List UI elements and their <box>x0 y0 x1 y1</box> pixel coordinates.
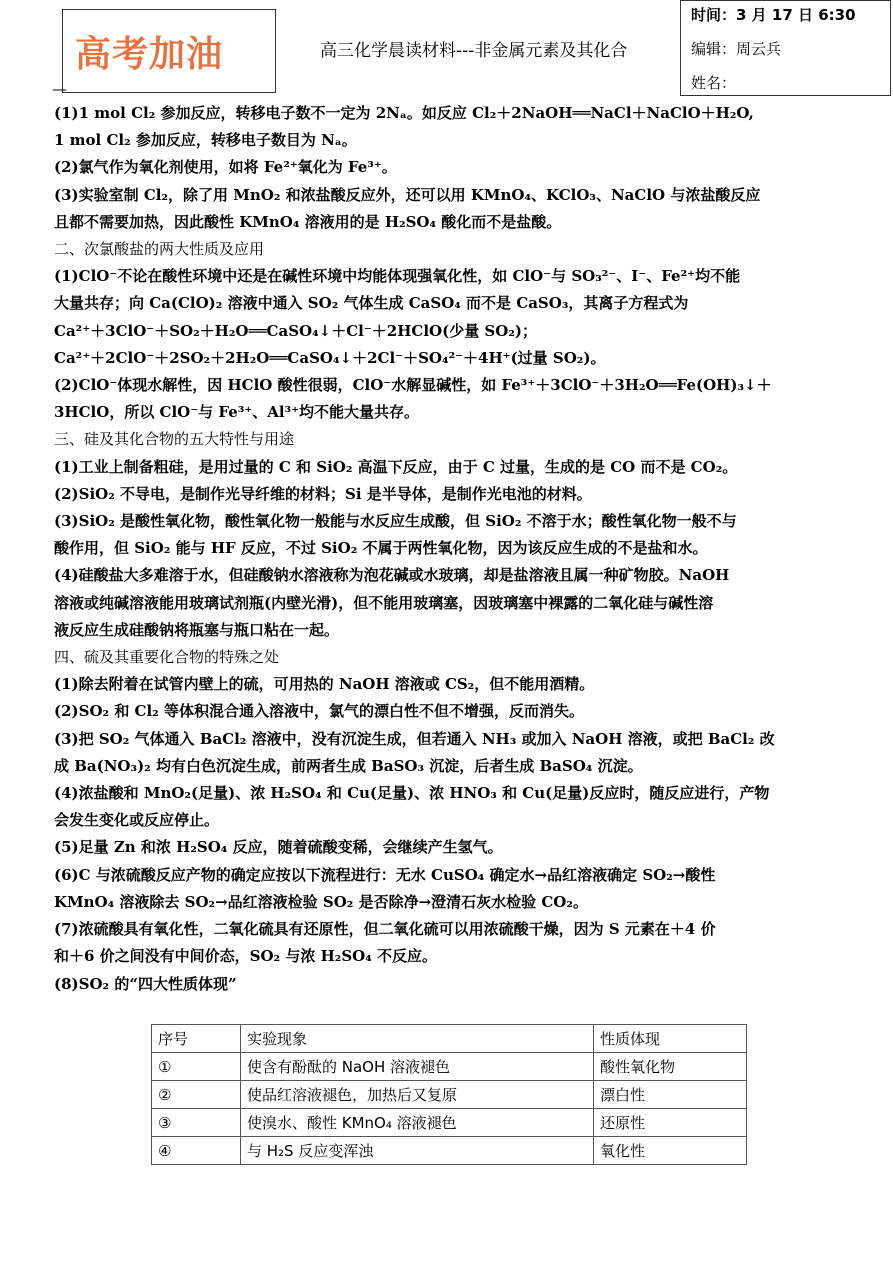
table-cell: 使品红溶液褪色，加热后又复原 <box>241 1081 594 1109</box>
text-line: 大量共存；向 Ca(ClO)₂ 溶液中通入 SO₂ 气体生成 CaSO₄ 而不是 CaSO₃，其离子方程式为 <box>54 294 689 313</box>
table-header-cell: 性质体现 <box>594 1025 747 1053</box>
text-line: (2)氯气作为氧化剂使用，如将 Fe²⁺氧化为 Fe³⁺。 <box>54 158 397 177</box>
table-header-row <box>152 1025 747 1053</box>
table-cell: 氧化性 <box>594 1137 747 1165</box>
table-row <box>152 1053 747 1081</box>
text-line: 和＋6 价之间没有中间价态，SO₂ 与浓 H₂SO₄ 不反应。 <box>54 947 438 966</box>
text-line: (6)C 与浓硫酸反应产物的确定应按以下流程进行：无水 CuSO₄ 确定水→品红溶液确定 SO₂→酸性 <box>54 865 716 884</box>
text-line: 会发生变化或反应停止。 <box>54 811 220 830</box>
text-line: (4)硅酸盐大多难溶于水，但硅酸钠水溶液称为泡花碱或水玻璃，却是盐溶液且属一种矿物胶。NaOH <box>54 566 730 585</box>
text-line: 液反应生成硅酸钠将瓶塞与瓶口粘在一起。 <box>54 620 340 639</box>
document-body <box>54 100 844 998</box>
table-row <box>152 1081 747 1109</box>
info-box <box>680 0 891 96</box>
time-label: 时间：3 月 17 日 6:30 <box>691 6 856 24</box>
text-line: (2)SO₂ 和 Cl₂ 等体积混合通入溶液中，氯气的漂白性不但不增强，反而消失。 <box>54 702 584 721</box>
section-marker: — <box>52 80 67 98</box>
table-cell: ② <box>152 1081 241 1109</box>
text-line: 且都不需要加热，因此酸性 KMnO₄ 溶液用的是 H₂SO₄ 酸化而不是盐酸。 <box>54 212 562 231</box>
text-line: (1)ClO⁻不论在酸性环境中还是在碱性环境中均能体现强氧化性，如 ClO⁻与 SO₃²⁻、I⁻、Fe²⁺均不能 <box>54 267 741 286</box>
text-line: (3)实验室制 Cl₂，除了用 MnO₂ 和浓盐酸反应外，还可以用 KMnO₄、KClO₃、NaClO 与浓盐酸反应 <box>54 185 761 204</box>
section-heading: 二、次氯酸盐的两大性质及应用 <box>54 240 265 259</box>
text-line: (7)浓硫酸具有氧化性，二氧化硫具有还原性，但二氧化硫可以用浓硫酸干燥，因为 S 元素在＋4 价 <box>54 920 716 939</box>
table-cell: 与 H₂S 反应变浑浊 <box>241 1137 594 1165</box>
text-line: (8)SO₂ 的“四大性质体现” <box>54 974 237 993</box>
text-line: (3)把 SO₂ 气体通入 BaCl₂ 溶液中，没有沉淀生成，但若通入 NH₃ 或加入 NaOH 溶液，或把 BaCl₂ 改 <box>54 729 775 748</box>
section-heading: 四、硫及其重要化合物的特殊之处 <box>54 648 280 667</box>
text-line: Ca²⁺＋2ClO⁻＋2SO₂＋2H₂O══CaSO₄↓＋2Cl⁻＋SO₄²⁻＋4H⁺(过量 SO₂)。 <box>54 348 606 367</box>
text-line: (1)1 mol Cl₂ 参加反应，转移电子数不一定为 2Nₐ。如反应 Cl₂＋2NaOH══NaCl＋NaClO＋H₂O, <box>54 104 754 122</box>
text-line: (2)SiO₂ 不导电，是制作光导纤维的材料；Si 是半导体，是制作光电池的材料。 <box>54 484 592 503</box>
text-line: (1)除去附着在试管内壁上的硫，可用热的 NaOH 溶液或 CS₂，但不能用酒精。 <box>54 675 595 694</box>
text-line: (2)ClO⁻体现水解性，因 HClO 酸性很弱，ClO⁻水解显碱性，如 Fe³⁺＋3ClO⁻＋3H₂O══Fe(OH)₃↓＋ <box>54 376 772 395</box>
document-title: 高三化学晨读材料---非金属元素及其化合 <box>320 41 628 61</box>
text-line: (5)足量 Zn 和浓 H₂SO₄ 反应，随着硫酸变稀，会继续产生氢气。 <box>54 838 503 857</box>
text-line: (4)浓盐酸和 MnO₂(足量)、浓 H₂SO₄ 和 Cu(足量)、浓 HNO₃ 和 Cu(足量)反应时，随反应进行，产物 <box>54 784 770 803</box>
table-cell: 使溴水、酸性 KMnO₄ 溶液褪色 <box>241 1109 594 1137</box>
table-header-cell: 实验现象 <box>241 1025 594 1053</box>
table-row <box>152 1109 747 1137</box>
text-line: (1)工业上制备粗硅，是用过量的 C 和 SiO₂ 高温下反应，由于 C 过量，生成的是 CO 而不是 CO₂。 <box>54 457 738 476</box>
table-cell: ① <box>152 1053 241 1081</box>
section-heading: 三、硅及其化合物的五大特性与用途 <box>54 430 295 449</box>
name-label: 姓名： <box>691 74 737 92</box>
table-cell: 酸性氧化物 <box>594 1053 747 1081</box>
text-line: 1 mol Cl₂ 参加反应，转移电子数目为 Nₐ。 <box>54 131 357 150</box>
logo-box <box>62 9 276 93</box>
text-line: KMnO₄ 溶液除去 SO₂→品红溶液检验 SO₂ 是否除净→澄清石灰水检验 CO₂。 <box>54 892 588 911</box>
table-cell: ④ <box>152 1137 241 1165</box>
text-line: 3HClO，所以 ClO⁻与 Fe³⁺、Al³⁺均不能大量共存。 <box>54 403 420 422</box>
table-cell: ③ <box>152 1109 241 1137</box>
table-cell: 使含有酚酞的 NaOH 溶液褪色 <box>241 1053 594 1081</box>
table-cell: 还原性 <box>594 1109 747 1137</box>
text-line: 酸作用，但 SiO₂ 能与 HF 反应，不过 SiO₂ 不属于两性氧化物，因为该反应生成的不是盐和水。 <box>54 539 708 558</box>
text-line: 成 Ba(NO₃)₂ 均有白色沉淀生成，前两者生成 BaSO₃ 沉淀，后者生成 BaSO₄ 沉淀。 <box>54 756 643 775</box>
table-header-cell: 序号 <box>152 1025 241 1053</box>
text-line: 溶液或纯碱溶液能用玻璃试剂瓶(内壁光滑)，但不能用玻璃塞，因玻璃塞中裸露的二氧化硅与碱性溶 <box>54 593 714 612</box>
so2-properties-table <box>151 1024 747 1165</box>
table-cell: 漂白性 <box>594 1081 747 1109</box>
table-row <box>152 1137 747 1165</box>
logo-text: 高考加油 <box>75 34 224 75</box>
editor-label: 编辑：周云兵 <box>691 40 782 58</box>
text-line: (3)SiO₂ 是酸性氧化物，酸性氧化物一般能与水反应生成酸，但 SiO₂ 不溶于水；酸性氧化物一般不与 <box>54 512 737 531</box>
text-line: Ca²⁺＋3ClO⁻＋SO₂＋H₂O══CaSO₄↓＋Cl⁻＋2HClO(少量 SO₂)； <box>54 321 537 340</box>
